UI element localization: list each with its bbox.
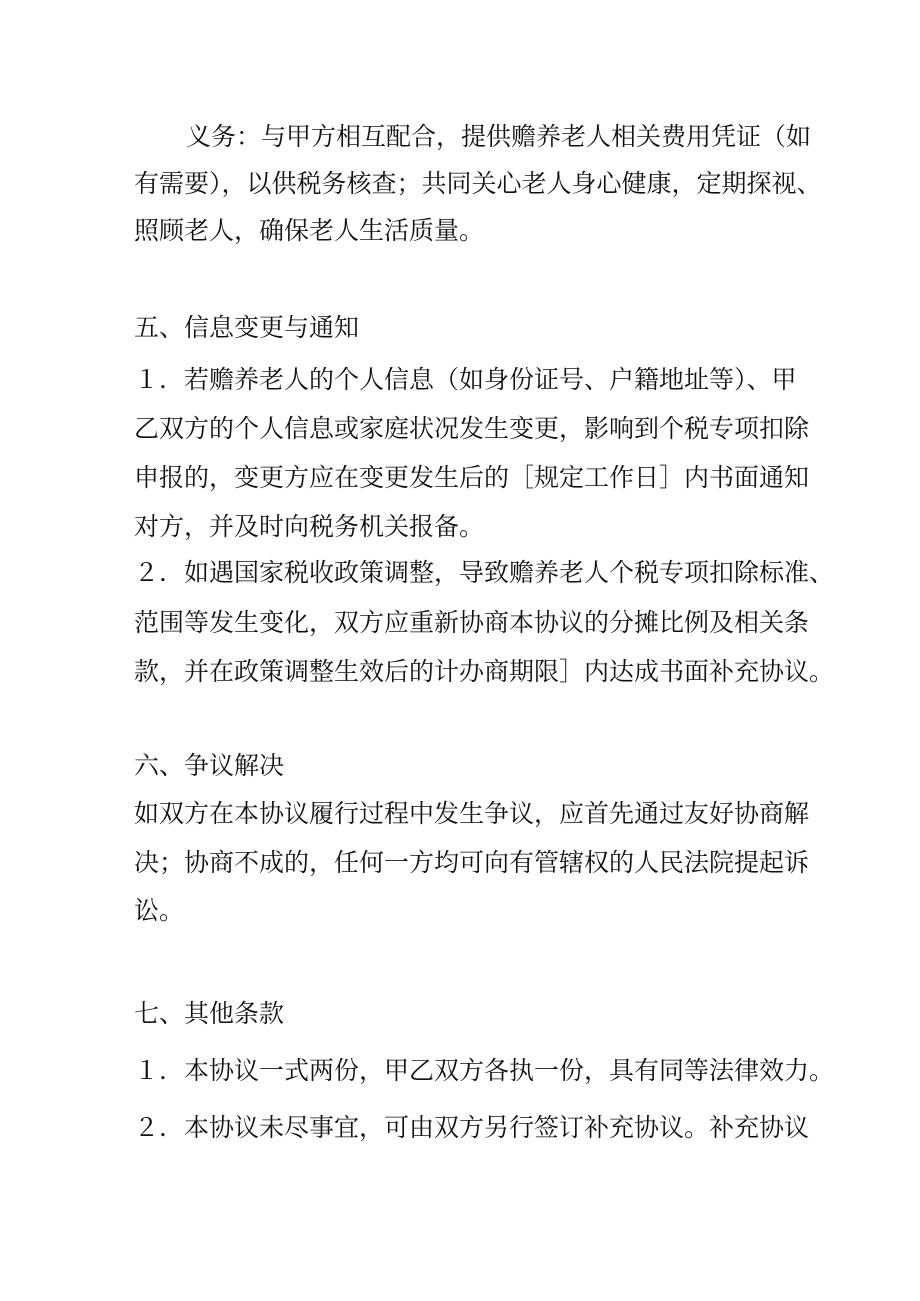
section6-body-line-2: 决；协商不成的，任何一方均可向有管辖权的人民法院提起诉 [134, 848, 810, 877]
obligation-line-1: 义务：与甲方相互配合，提供赡养老人相关费用凭证（如 [186, 122, 812, 151]
section5-item2-line-3: 款，并在政策调整生效后的计办商期限］内达成书面补充协议。 [134, 657, 835, 686]
section6-body-line-3: 讼。 [134, 896, 185, 925]
section5-heading: 五、信息变更与通知 [134, 313, 360, 342]
section6-body-line-1: 如双方在本协议履行过程中发生争议，应首先通过友好协商解 [134, 799, 810, 828]
section6-heading: 六、争议解决 [134, 751, 285, 780]
section7-heading: 七、其他条款 [134, 999, 285, 1028]
obligation-line-3: 照顾老人，确保老人生活质量。 [134, 216, 485, 245]
section5-item1-line-4: 对方，并及时向税务机关报备。 [134, 512, 485, 541]
section7-item1: １．本协议一式两份，甲乙双方各执一份，具有同等法律效力。 [134, 1056, 835, 1085]
section5-item2-line-1: ２．如遇国家税收政策调整，导致赡养老人个税专项扣除标准、 [134, 558, 835, 587]
obligation-line-2: 有需要），以供税务核查；共同关心老人身心健康，定期探视、 [134, 169, 822, 198]
section5-item1-line-3: 申报的，变更方应在变更发生后的［规定工作日］内书面通知 [134, 463, 810, 492]
section5-item1-line-2: 乙双方的个人信息或家庭状况发生变更，影响到个税专项扣除 [134, 414, 810, 443]
section5-item2-line-2: 范围等发生变化，双方应重新协商本协议的分摊比例及相关条 [134, 608, 810, 637]
section5-item1-line-1: １．若赡养老人的个人信息（如身份证号、户籍地址等）、甲 [134, 365, 797, 394]
section7-item2: ２．本协议未尽事宜，可由双方另行签订补充协议。补充协议 [134, 1113, 810, 1142]
